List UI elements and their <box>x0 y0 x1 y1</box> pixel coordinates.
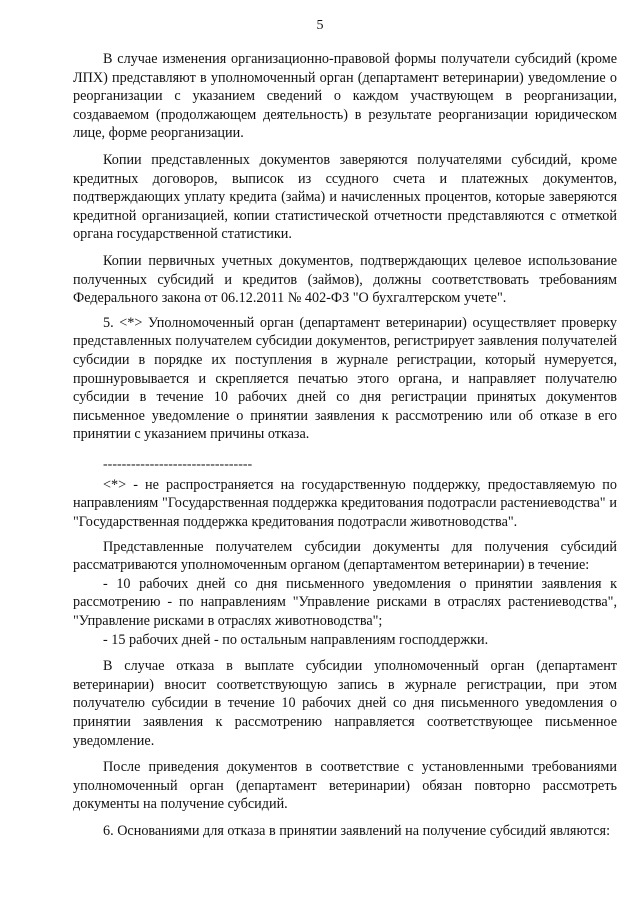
document-body <box>73 50 617 841</box>
paragraph-resubmission: После приведения документов в соответствие с установленными требованиями уполномоченный орган (департамент ветеринарии) обязан повторно рассмотреть документы на получение субсидий. <box>73 759 617 813</box>
paragraph-primary-documents: Копии первичных учетных документов, подтверждающих целевое использование полученных субсидий и кредитов (займов), должны соответствовать требованиям Федерального закона от 06.12.2011 № 402-ФЗ "О бухгалтерском учете". <box>73 252 617 307</box>
footnote-text: <*> - не распространяется на государственную поддержку, предоставляемую по направлениям "Государственная поддержка кредитования подотрасли растениеводства" и "Государственная поддержка кредитования подотрасли животноводства". <box>73 476 617 531</box>
paragraph-item-6: 6. Основаниями для отказа в принятии заявлений на получение субсидий являются: <box>103 822 611 839</box>
paragraph-document-copies: Копии представленных документов заверяются получателями субсидий, кроме кредитных договоров, выписок из ссудного счета и платежных документов, подтверждающих уплату кредита (займа) и начисленных процентов, которые заверяются кредитной организацией, копии статистической отчетности представляются с отметкой органа государственной статистики. <box>73 151 617 243</box>
paragraph-item-5: 5. <*> Уполномоченный орган (департамент ветеринарии) осуществляет проверку представленных получателем субсидии документов, регистрирует заявления получателей субсидии в порядке их поступления в журнале регистрации, который нумеруется, прошнуровывается и скрепляется печатью этого органа, и направляет получателю субсидии в течение 10 рабочих дней со дня регистрации принятых документов письменное уведомление о принятии заявления к рассмотрению или об отказе в его принятии с указанием причины отказа. <box>73 314 617 443</box>
list-item-15-days: - 15 рабочих дней - по остальным направлениям господдержки. <box>103 631 489 648</box>
paragraph-reorganization-notice: В случае изменения организационно-правовой формы получатели субсидий (кроме ЛПХ) представляют в уполномоченный орган (департамент ветеринарии) уведомление о реорганизации с указанием сведений о каждом участвующем в реорганизации, создаваемом (продолжающем деятельность) в результате реорганизации юридическом лице, форме реорганизации. <box>73 51 617 142</box>
paragraph-refusal-case: В случае отказа в выплате субсидии уполномоченный орган (департамент ветеринарии) вносит соответствующую запись в журнале регистрации, при этом получателю субсидии в течение 10 рабочих дней со дня письменного уведомления о принятии заявления к рассмотрению направляется соответствующее письменное уведомление. <box>73 658 617 749</box>
paragraph-review-period: Представленные получателем субсидии документы для получения субсидий рассматриваются уполномоченным органом (департаментом ветеринарии) в течение: <box>73 538 617 574</box>
footnote-separator: -------------------------------- <box>103 456 253 472</box>
list-item-10-days: - 10 рабочих дней со дня письменного уведомления о принятии заявления к рассмотрению - по направлениям "Управление рисками в отраслях растениеводства", "Управление рисками в отраслях животноводства"; <box>73 575 617 630</box>
page-number: 5 <box>316 18 324 33</box>
